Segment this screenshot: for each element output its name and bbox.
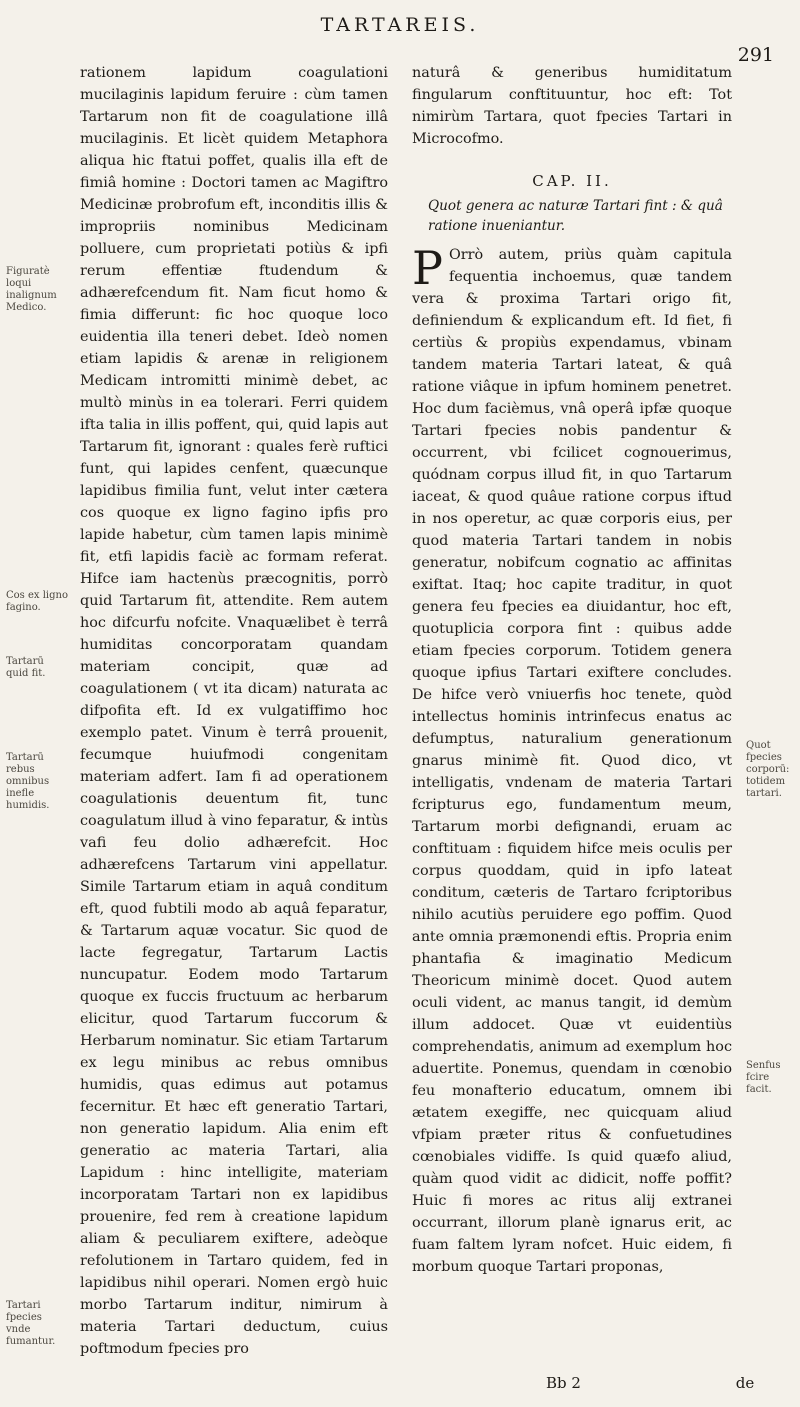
chapter-title: Quot genera ac naturæ Tartari fint : & quâ ratione inueniantur. xyxy=(428,198,723,234)
right-column-body: Orrò autem, priùs quàm capitula fequentia inchoemus, quæ tandem vera & proxima Tartari origo fit, definiendum & explicandum eft. Id fiet, fi certiùs & propiùs expendamus, vbinam tandem materia Tartari lateat, & quâ ratione viâque in ipfum hominem penetret. Hoc dum facièmus, vnâ operâ ipfæ quoque Tartari fpecies nobis pandentur & occurrent, vbi fcilicet cognouerimus, quódnam corpus illud fit, in quo Tartarum iaceat, & quod quâue ratione corpus iftud in nos operetur, ac quæ corporis eius, per quod materia Tartari tandem in nobis generatur, nobifcum cognatio ac affinitas exiftat. Itaq; hoc capite traditur, in quot genera feu fpecies ea diuidantur, hoc eft, quotuplicia corpora fint : quibus adde etiam fpecies corporum. Totidem genera quoque ipfius Tartari exiftere concludes. De hifce verò vniuerfis hoc tenete, quòd intellectus hominis intrinfecus enatus ac defumptus, naturalium generationum gnarus minimè fit. Quod dico, vt intelligatis, vndenam de materia Tartari fcripturus ego, fundamentum meum, Tartarum morbi defignandi, eruam ac conftituam : fiquidem hifce meis oculis per corpus quoddam, quid in ipfo lateat conditum, cæteris de Tartaro fcriptoribus nihilo acutiùs peruidere ego poffim. Quod ante omnia præmonendi eftis. Propria enim phantafia & imaginatio Medicum Theoricum minimè docet. Quod autem oculi vident, ac manus tangit, id demùm illum addocet. Quæ vt euidentiùs comprehendatis, animum ad exemplum hoc aduertite. Ponemus, quendam in cœnobio feu monafterio educatum, omnem ibi ætatem exegiffe, nec quicquam aliud vfpiam præter ritus & confuetudines cœnobiales vidiffe. Is quid quæfo aliud, quàm quod vidit ac didicit, noffe poffit? Huic fi mores ac ritus alij extranei occurrant, illorum planè ignarus erit, ac fuam faltem lyram nofcet. Huic eidem, fi morbum quoque Tartari proponas, xyxy=(412,247,732,1275)
margin-note-right-2: Senfus fcire facit. xyxy=(746,1060,781,1095)
running-head: TARTAREIS. xyxy=(320,14,480,36)
chapter-heading: CAP. II. xyxy=(532,172,612,190)
page-number: 291 xyxy=(737,44,774,66)
right-column xyxy=(412,62,732,1278)
margin-note-left-2: Cos ex ligno fagino. xyxy=(6,590,68,613)
page-footer xyxy=(546,1374,786,1392)
margin-note-left-4: Tartarū rebus omnibus inefle humidis. xyxy=(6,752,50,811)
margin-note-left-1: Figuratè loqui inalignum Medico. xyxy=(6,266,57,313)
signature-mark: Bb 2 xyxy=(546,1374,581,1392)
margin-note-left-3: Tartarū quid fit. xyxy=(6,656,46,679)
catchword: de xyxy=(735,1374,755,1392)
margin-note-right-1: Quot fpecies corporū: totidem tartari. xyxy=(746,740,790,799)
right-column-body-paragraph xyxy=(412,241,732,1278)
left-column xyxy=(80,62,388,1360)
margin-note-left-5: Tartari fpecies vnde fumantur. xyxy=(6,1300,56,1347)
right-column-intro: naturâ & generibus humiditatum fingularum conftituuntur, hoc eft: Tot nimirùm Tartara, quot fpecies Tartari in Microcofmo. xyxy=(412,65,732,147)
drop-cap: P xyxy=(412,241,443,295)
left-column-text: rationem lapidum coagulationi mucilaginis lapidum feruire : cùm tamen Tartarum non fit de coagulatione illâ mucilaginis. Et licèt quidem Metaphora aliqua hic ftatui poffet, qualis illa eft de fimiâ homine : Doctori tamen ac Magiftro Medicinæ probrofum eft, inconditis illis & impropriis nominibus Medicinam polluere, cum proprietati potiùs & ipfi rerum effentiæ ftudendum & adhærefcendum fit. Nam ficut homo & fimia differunt: fic hoc quoque loco euidentia illa teneri debet. Ideò nomen etiam lapidis & arenæ in religionem Medicam intromitti minimè debet, ac multò minùs in ea tolerari. Ferri quidem ifta talia in illis poffent, qui, quid lapis aut Tartarum fit, ignorant : quales ferè ruftici funt, qui lapides cenfent, quæcunque lapidibus fimilia funt, velut inter cætera cos quoque ex ligno fagino ipfis pro lapide habetur, cùm tamen lapis minimè fit, etfi lapidis faciè ac formam referat. Hifce iam hactenùs præcognitis, porrò quid Tartarum fit, attendite. Rem autem hoc difcurfu nofcite. Vnaquælibet è terrâ humiditas concorporatam quandam materiam concipit, quæ ad coagulationem ( vt ita dicam) naturata ac difpofita eft. Id ex vulgatiffimo hoc exemplo patet. Vinum è terrâ prouenit, fecumque huiufmodi congenitam materiam adfert. Iam fi ad operationem coagulationis deuentum fit, tunc coagulatum illud à vino feparatur, & intùs vafi feu dolio adhærefcit. Hoc adhærefcens Tartarum vini appellatur. Simile Tartarum etiam in aquâ conditum eft, quod fubtili modo ab aquâ feparatur, & Tartarum aquæ vocatur. Sic quod de lacte fegregatur, Tartarum Lactis nuncupatur. Eodem modo Tartarum quoque ex fuccis fructuum ac herbarum elicitur, quod Tartarum fuccorum & Herbarum nominatur. Sic etiam Tartarum ex legu minibus ac rebus omnibus humidis, quas edimus aut potamus fecernitur. Et hæc eft generatio Tartari, non generatio lapidum. Alia enim eft generatio ac materia Tartari, alia Lapidum : hinc intelligite, materiam incorporatam Tartari non ex lapidibus prouenire, fed rem à creatione lapidum aliam & peculiarem exiftere, adeòque refolutionem in Tartaro quidem, fed in lapidibus nihil operari. Nomen ergò huic morbo Tartarum inditur, nimirum à materia Tartari deductum, cuius poftmodum fpecies pro xyxy=(80,65,388,1357)
